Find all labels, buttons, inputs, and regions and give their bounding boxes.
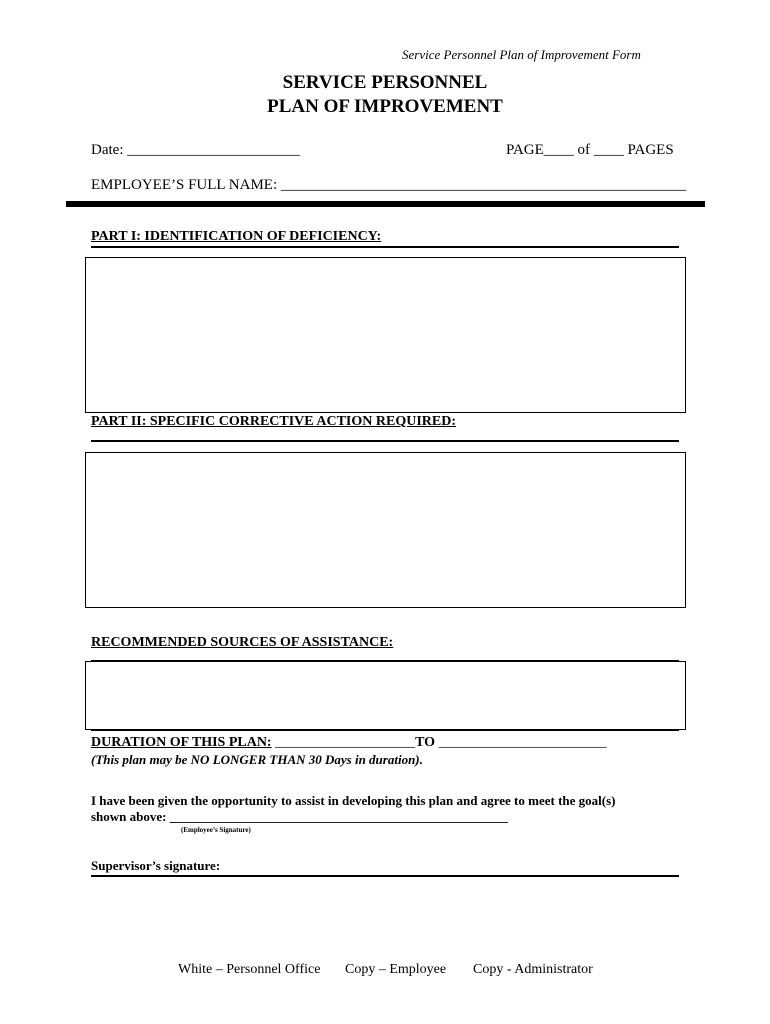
duration-line[interactable] xyxy=(91,735,607,751)
assistance-heading: RECOMMENDED SOURCES OF ASSISTANCE: xyxy=(91,635,394,650)
part2-heading: PART II: SPECIFIC CORRECTIVE ACTION REQUIRED: xyxy=(91,414,456,429)
header-divider xyxy=(66,201,705,207)
duration-note: (This plan may be NO LONGER THAN 30 Days in duration). xyxy=(91,752,423,767)
deficiency-textbox[interactable] xyxy=(85,257,686,413)
page-count-field[interactable]: PAGE____ of ____ PAGES xyxy=(506,142,674,158)
signature-caption: (Employee’s Signature) xyxy=(181,826,251,834)
footer-employee-copy: Copy – Employee xyxy=(345,962,447,977)
part2-rule xyxy=(91,440,679,442)
agreement-statement: I have been given the opportunity to assist in developing this plan and agree to meet the goal(s) xyxy=(91,793,616,808)
form-reference: Service Personnel Plan of Improvement Form xyxy=(402,47,641,62)
duration-label: DURATION OF THIS PLAN: xyxy=(91,735,272,750)
duration-to-blank[interactable]: ________________________ xyxy=(435,735,607,750)
part1-heading: PART I: IDENTIFICATION OF DEFICIENCY: xyxy=(91,229,382,244)
duration-to-label: TO xyxy=(415,735,436,750)
duration-from-blank[interactable]: ____________________ xyxy=(271,735,416,750)
part1-rule xyxy=(91,246,679,248)
supervisor-signature-line[interactable] xyxy=(91,875,679,877)
supervisor-signature-label: Supervisor’s signature: xyxy=(91,858,221,873)
corrective-action-textbox[interactable] xyxy=(85,452,686,608)
employee-name-field[interactable]: EMPLOYEE’S FULL NAME: ______________________________________________________ xyxy=(91,177,686,193)
footer-white-copy: White – Personnel Office xyxy=(178,962,321,977)
duration-rule xyxy=(91,729,679,731)
employee-signature-field[interactable]: shown above: ____________________________________________________ xyxy=(91,809,508,824)
assistance-textbox[interactable] xyxy=(85,661,686,730)
page-title-line2: PLAN OF IMPROVEMENT xyxy=(267,96,503,117)
footer-admin-copy: Copy - Administrator xyxy=(473,962,593,977)
date-field[interactable]: Date: _______________________ xyxy=(91,142,300,158)
page-title-line1: SERVICE PERSONNEL xyxy=(282,72,488,93)
